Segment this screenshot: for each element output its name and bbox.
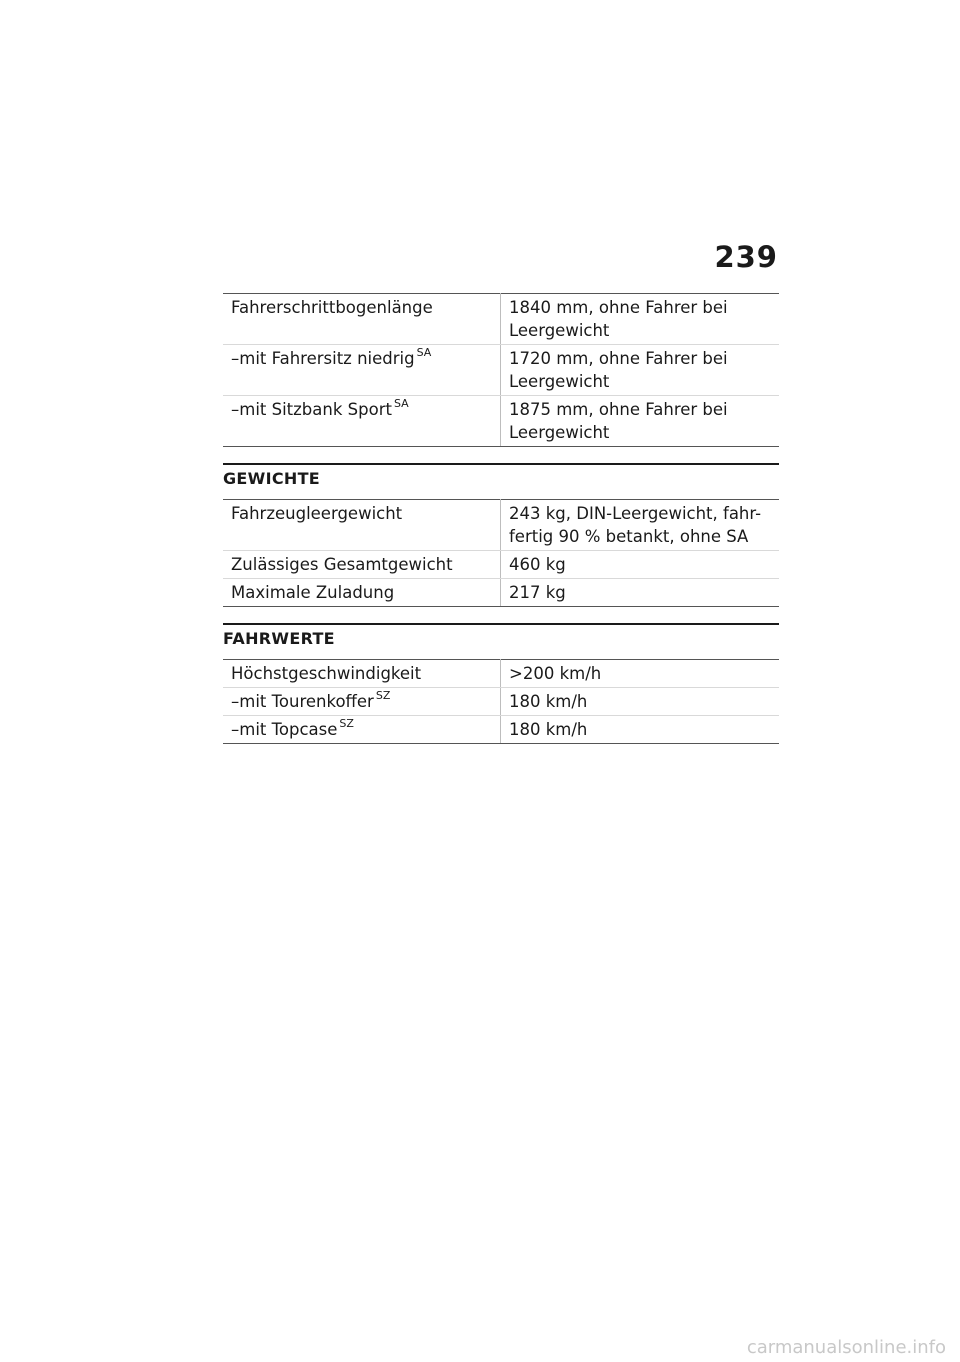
table-row [223,294,779,345]
footnote-marker: SA [416,345,432,359]
row-value: 243 kg, DIN-Leergewicht, fahr-fertig 90 % betankt, ohne SA [501,500,780,551]
footnote-marker: SZ [375,688,391,702]
row-value: 1720 mm, ohne Fahrer bei Leergewicht [501,345,780,396]
row-label: Fahrerschrittbogenlänge [223,294,501,345]
row-label: –mit Fahrersitz niedrig $^{SA}$ [223,345,501,396]
table-row [223,396,779,447]
page-number: 239 [714,240,778,274]
table-row [223,551,779,579]
row-value: 1840 mm, ohne Fahrer bei Leergewicht [501,294,780,345]
spec-content [223,293,779,744]
performance-table [223,659,779,744]
table-row [223,579,779,607]
section-heading: FAHRWERTE [223,629,335,648]
footnote-marker: SZ [339,716,354,730]
row-value: 217 kg [501,579,780,607]
row-label: –mit Tourenkoffer $^{SZ}$ [223,688,501,716]
row-value: >200 km/h [501,660,780,688]
performance-section [223,623,779,744]
row-value: 180 km/h [501,688,780,716]
weights-table [223,499,779,607]
table-row [223,688,779,716]
row-label: Maximale Zuladung [223,579,501,607]
footnote-marker: SA [393,396,409,410]
row-label: Fahrzeugleergewicht [223,500,501,551]
dimensions-table [223,293,779,447]
row-value: 1875 mm, ohne Fahrer bei Leergewicht [501,396,780,447]
row-label: –mit Sitzbank Sport $^{SA}$ [223,396,501,447]
row-label: Höchstgeschwindigkeit [223,660,501,688]
row-value: 180 km/h [501,716,780,744]
table-row [223,716,779,744]
row-label: Zulässiges Gesamtgewicht [223,551,501,579]
table-row [223,500,779,551]
row-label: –mit Topcase $^{SZ}$ [223,716,501,744]
watermark-footer: carmanualsonline.info [746,1337,946,1358]
weights-section [223,463,779,607]
table-row [223,660,779,688]
section-heading: GEWICHTE [223,469,321,488]
row-value: 460 kg [501,551,780,579]
table-row [223,345,779,396]
